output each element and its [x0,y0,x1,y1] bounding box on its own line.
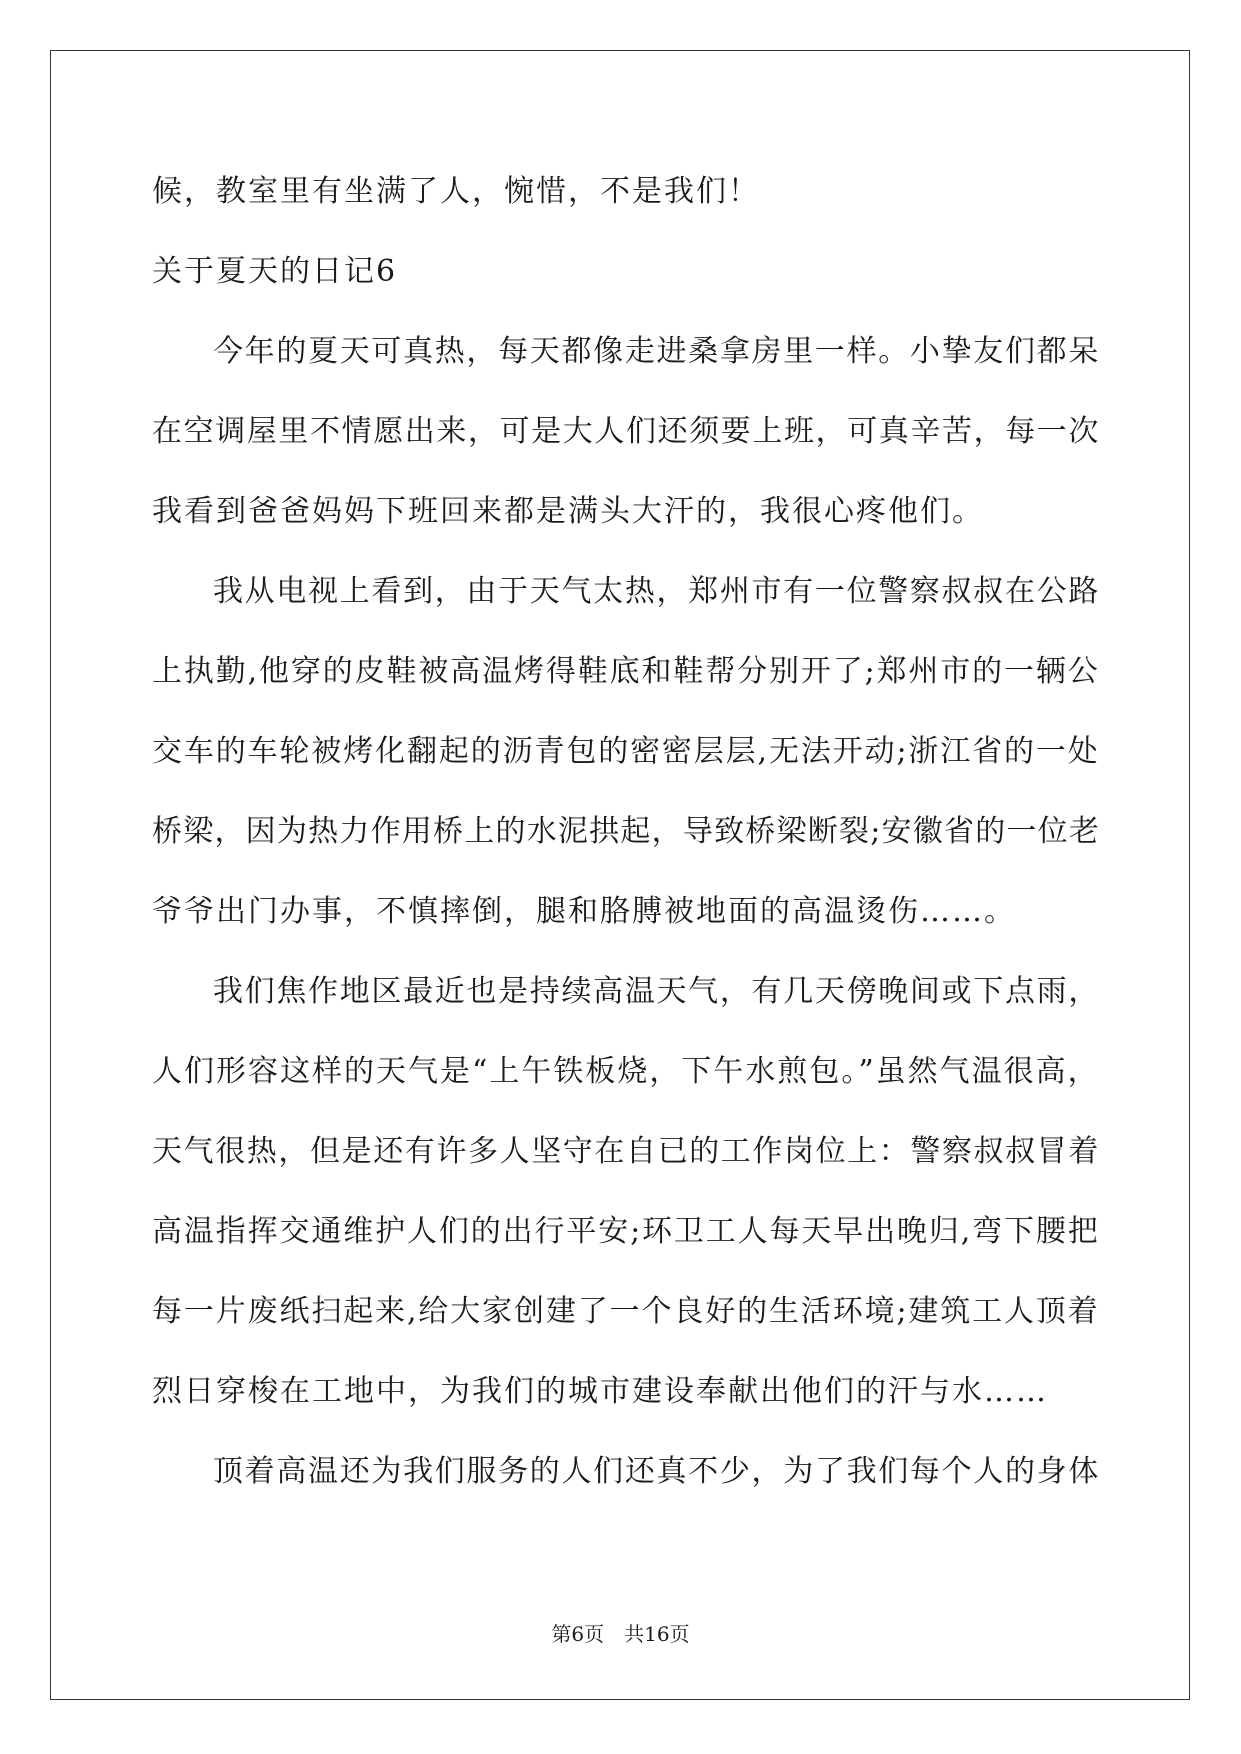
text-line: 我们焦作地区最近也是持续高温天气，有几天傍晚间或下点雨， [213,974,1100,1009]
text-line: 高温指挥交通维护人们的出行平安;环卫工人每天早出晚归,弯下腰把 [152,1214,1100,1249]
text-line: 我看到爸爸妈妈下班回来都是满头大汗的，我很心疼他们。 [152,494,984,529]
text-line: 爷爷出门办事，不慎摔倒，腿和胳膊被地面的高温烫伤……。 [152,894,1016,929]
page-number-footer: 第6页 共16页 [551,1622,690,1646]
text-line: 候，教室里有坐满了人，惋惜，不是我们！ [152,174,760,209]
text-line: 人们形容这样的天气是“上午铁板烧，下午水煎包。”虽然气温很高， [152,1054,1100,1089]
text-line: 在空调屋里不情愿出来，可是大人们还须要上班，可真辛苦，每一次 [152,414,1100,449]
text-line: 每一片废纸扫起来,给大家创建了一个良好的生活环境;建筑工人顶着 [152,1294,1100,1329]
text-line: 上执勤,他穿的皮鞋被高温烤得鞋底和鞋帮分别开了;郑州市的一辆公 [152,654,1100,689]
text-line: 今年的夏天可真热，每天都像走进桑拿房里一样。小挚友们都呆 [213,334,1100,369]
text-line: 桥梁，因为热力作用桥上的水泥拱起，导致桥梁断裂;安徽省的一位老 [152,814,1101,849]
section-title: 关于夏天的日记6 [152,254,398,289]
text-line: 顶着高温还为我们服务的人们还真不少，为了我们每个人的身体 [213,1454,1100,1489]
text-line: 烈日穿梭在工地中，为我们的城市建设奉献出他们的汗与水…… [152,1374,1048,1409]
text-line: 我从电视上看到，由于天气太热，郑州市有一位警察叔叔在公路 [213,574,1100,609]
text-line: 交车的车轮被烤化翻起的沥青包的密密层层,无法开动;浙江省的一处 [152,734,1100,769]
text-line: 天气很热，但是还有许多人坚守在自已的工作岗位上：警察叔叔冒着 [152,1134,1100,1169]
